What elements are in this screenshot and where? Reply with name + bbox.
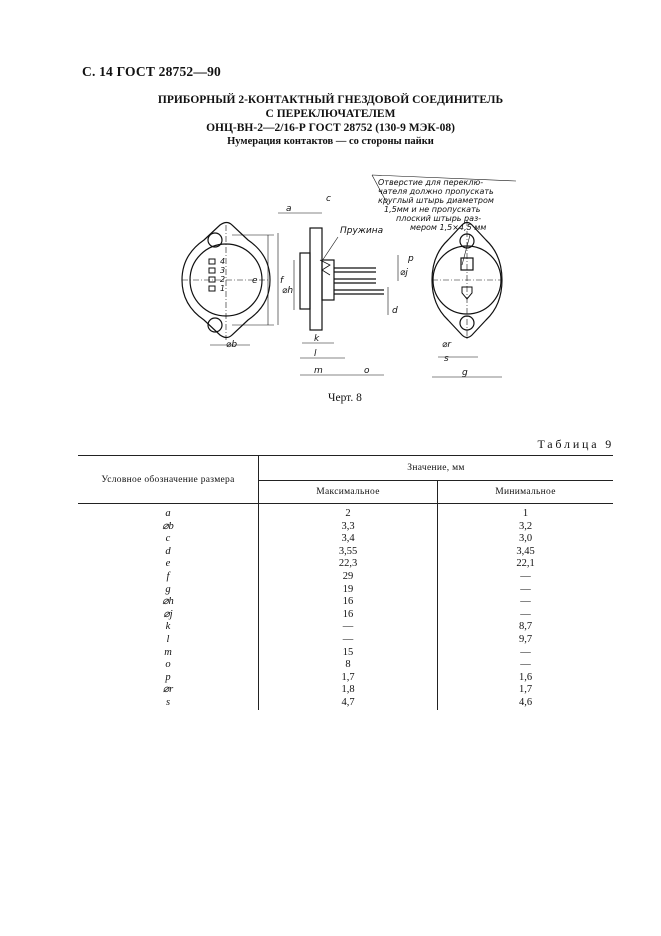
dim-label-l: l	[314, 349, 317, 359]
cell-symbol: g	[78, 584, 259, 597]
table-body	[78, 504, 613, 710]
cell-max: 1,7	[259, 672, 438, 685]
dim-label-p: p	[408, 254, 414, 264]
cell-max: 19	[259, 584, 438, 597]
table-caption: Таблица 9	[537, 437, 614, 451]
header-value: Значение, мм	[259, 456, 614, 481]
cell-symbol: f	[78, 571, 259, 584]
table-row	[78, 647, 613, 660]
cell-symbol: ⌀h	[78, 596, 259, 609]
table-row	[78, 584, 613, 597]
cell-symbol: m	[78, 647, 259, 660]
cell-max: 29	[259, 571, 438, 584]
dim-label-o: o	[364, 366, 370, 376]
note-line-1: Отверстие для переклю-	[378, 178, 484, 187]
connector-drawing	[170, 165, 520, 385]
cell-min: —	[520, 646, 531, 658]
cell-min: 1	[522, 508, 529, 519]
side-view	[278, 194, 414, 376]
cell-min: 3,2	[518, 520, 533, 532]
cell-symbol: s	[78, 697, 259, 710]
dim-label-f: f	[280, 276, 284, 286]
table-row	[78, 558, 613, 571]
document-title-line-3: ОНЦ-ВН-2—2/16-Р ГОСТ 28752 (130-9 МЭК-08)	[206, 122, 455, 134]
cell-min: —	[520, 608, 531, 620]
table-row	[78, 659, 613, 672]
table-row	[78, 596, 613, 609]
cell-min: 4,6	[518, 696, 533, 708]
cell-symbol: e	[78, 558, 259, 571]
cell-max: 3,3	[259, 521, 438, 534]
cell-min: —	[520, 583, 531, 595]
document-title-line-1: ПРИБОРНЫЙ 2-КОНТАКТНЫЙ ГНЕЗДОВОЙ СОЕДИНИТЕЛЬ	[157, 94, 504, 106]
cell-symbol: c	[78, 533, 259, 546]
table-row	[78, 521, 613, 534]
cell-symbol: ⌀b	[78, 521, 259, 534]
spring-label: Пружина	[340, 226, 384, 236]
table-row	[78, 634, 613, 647]
dim-label-j: ⌀j	[400, 268, 408, 278]
cell-min: 3,45	[516, 545, 535, 557]
table-row	[78, 697, 613, 710]
cell-min: —	[520, 570, 531, 582]
note-line-3: круглый штырь диаметром	[378, 196, 494, 205]
cell-symbol: ⌀r	[78, 684, 259, 697]
cell-min: 8,7	[518, 621, 533, 633]
contact-number-4: 4	[220, 257, 226, 266]
cell-max: 3,55	[259, 546, 438, 559]
cell-min: 22,1	[516, 558, 535, 570]
cell-min: —	[520, 596, 531, 608]
dim-label-a: a	[286, 204, 292, 214]
page-header: С. 14 ГОСТ 28752—90	[82, 64, 221, 79]
header-max: Максимальное	[259, 481, 438, 504]
document-subtitle: Нумерация контактов — со стороны пайки	[227, 136, 434, 147]
dim-label-d: d	[392, 306, 398, 316]
cell-max: 4,7	[259, 697, 438, 710]
front-view	[182, 223, 285, 351]
note-line-5: плоский штырь раз-	[396, 214, 482, 223]
dim-label-e: e	[252, 276, 258, 286]
cell-symbol: k	[78, 621, 259, 634]
dim-label-g: g	[462, 368, 468, 378]
cell-min: 3,0	[518, 533, 533, 545]
dim-label-k: k	[314, 334, 320, 344]
dim-label-r: ⌀r	[442, 340, 452, 350]
dim-label-b: ⌀b	[226, 340, 238, 350]
cell-max: 16	[259, 609, 438, 622]
cell-symbol: p	[78, 672, 259, 685]
table-row	[78, 684, 613, 697]
dim-label-s: s	[444, 354, 449, 364]
contact-number-2: 2	[220, 275, 226, 284]
cell-min: 9,7	[518, 633, 533, 645]
cell-min: 1,7	[518, 684, 533, 696]
cell-symbol: l	[78, 634, 259, 647]
cell-max: 22,3	[259, 558, 438, 571]
header-min: Минимальное	[438, 481, 614, 504]
dim-label-h: ⌀h	[282, 286, 294, 296]
switch-hole-note	[372, 175, 516, 265]
cell-max: —	[259, 634, 438, 647]
table-row	[78, 546, 613, 559]
document-title-line-2: С ПЕРЕКЛЮЧАТЕЛЕМ	[265, 108, 396, 120]
note-line-2: чателя должно пропускать	[378, 187, 494, 196]
table-row	[78, 533, 613, 546]
dim-label-c: c	[326, 194, 331, 204]
cell-max: 15	[259, 647, 438, 660]
contact-number-1: 1	[220, 284, 226, 293]
note-line-6: мером 1,5×4,5 мм	[410, 223, 487, 232]
cell-max: —	[259, 621, 438, 634]
cell-max: 16	[259, 596, 438, 609]
dim-label-m: m	[314, 366, 323, 376]
rear-view	[432, 220, 502, 378]
table-row	[78, 621, 613, 634]
cell-max: 1,8	[259, 684, 438, 697]
cell-max: 3,4	[259, 533, 438, 546]
table-row	[78, 571, 613, 584]
table-row	[78, 609, 613, 622]
contact-number-3: 3	[220, 266, 226, 275]
figure-caption: Черт. 8	[328, 392, 362, 404]
table-row	[78, 672, 613, 685]
table-row	[78, 508, 613, 521]
cell-max: 8	[259, 659, 438, 672]
cell-symbol: ⌀j	[78, 609, 259, 622]
note-line-4: 1,5мм и не пропускать	[384, 205, 481, 214]
header-designation: Условное обозначение размера	[78, 456, 259, 504]
cell-symbol: d	[78, 546, 259, 559]
cell-symbol: a	[78, 508, 259, 521]
cell-symbol: o	[78, 659, 259, 672]
dimensions-table	[78, 455, 613, 710]
cell-min: —	[520, 659, 531, 671]
cell-max: 2	[259, 508, 438, 521]
cell-min: 1,6	[518, 671, 533, 683]
